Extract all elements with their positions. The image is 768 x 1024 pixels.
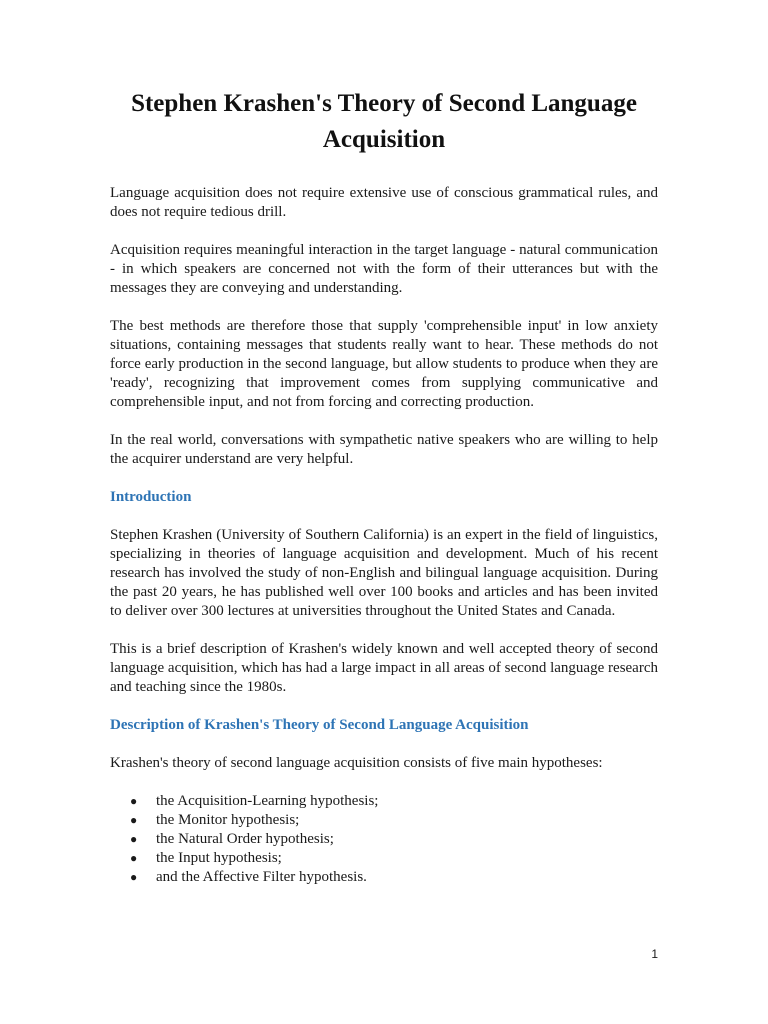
bullet-icon: ● (130, 794, 138, 808)
section-heading-introduction: Introduction (110, 489, 192, 505)
list-item-text: the Monitor hypothesis; (156, 812, 300, 828)
bullet-icon: ● (130, 813, 138, 827)
list-item-text: the Input hypothesis; (156, 850, 282, 866)
paragraph-3: The best methods are therefore those that supply 'comprehensible input' in low anxiety situations, containing messages that students really want to hear. These methods do not force early production in the second language, but allow students to produce when they are 'ready', recognizing that improvement comes from supplying communicative and comprehensible input, and not from forcing and correcting production. (110, 318, 658, 410)
list-item-text: the Natural Order hypothesis; (156, 831, 334, 847)
document-title: Stephen Krashen's Theory of Second Language Acquisition (131, 90, 637, 153)
list-item (110, 811, 658, 830)
page-number: 1 (651, 947, 658, 961)
list-item (110, 868, 658, 887)
paragraph-4: In the real world, conversations with sympathetic native speakers who are willing to help the acquirer understand are very helpful. (110, 432, 658, 467)
list-item-text: and the Affective Filter hypothesis. (156, 869, 367, 885)
list-item-text: the Acquisition-Learning hypothesis; (156, 793, 379, 809)
list-item (110, 849, 658, 868)
intro-paragraph-1: Stephen Krashen (University of Southern California) is an expert in the field of linguistics, specializing in theories of language acquisition and development. Much of his recent research has involved the study of non-English and bilingual language acquisition. During the past 20 years, he has published well over 100 books and articles and has been invited to deliver over 300 lectures at universities throughout the United States and Canada. (110, 527, 658, 619)
list-item (110, 792, 658, 811)
intro-paragraph-2: This is a brief description of Krashen's widely known and well accepted theory of second language acquisition, which has had a large impact in all areas of second language research and teaching since the 1980s. (110, 641, 658, 695)
bullet-icon: ● (130, 832, 138, 846)
section-heading-description: Description of Krashen's Theory of Second Language Acquisition (110, 717, 529, 733)
bullet-icon: ● (130, 870, 138, 884)
list-item (110, 830, 658, 849)
paragraph-2: Acquisition requires meaningful interaction in the target language - natural communication - in which speakers are concerned not with the form of their utterances but with the messages they are conveying and understanding. (110, 242, 658, 296)
hypotheses-list (110, 792, 658, 887)
paragraph-1: Language acquisition does not require extensive use of conscious grammatical rules, and does not require tedious drill. (110, 185, 658, 220)
bullet-icon: ● (130, 851, 138, 865)
description-paragraph: Krashen's theory of second language acquisition consists of five main hypotheses: (110, 755, 603, 771)
